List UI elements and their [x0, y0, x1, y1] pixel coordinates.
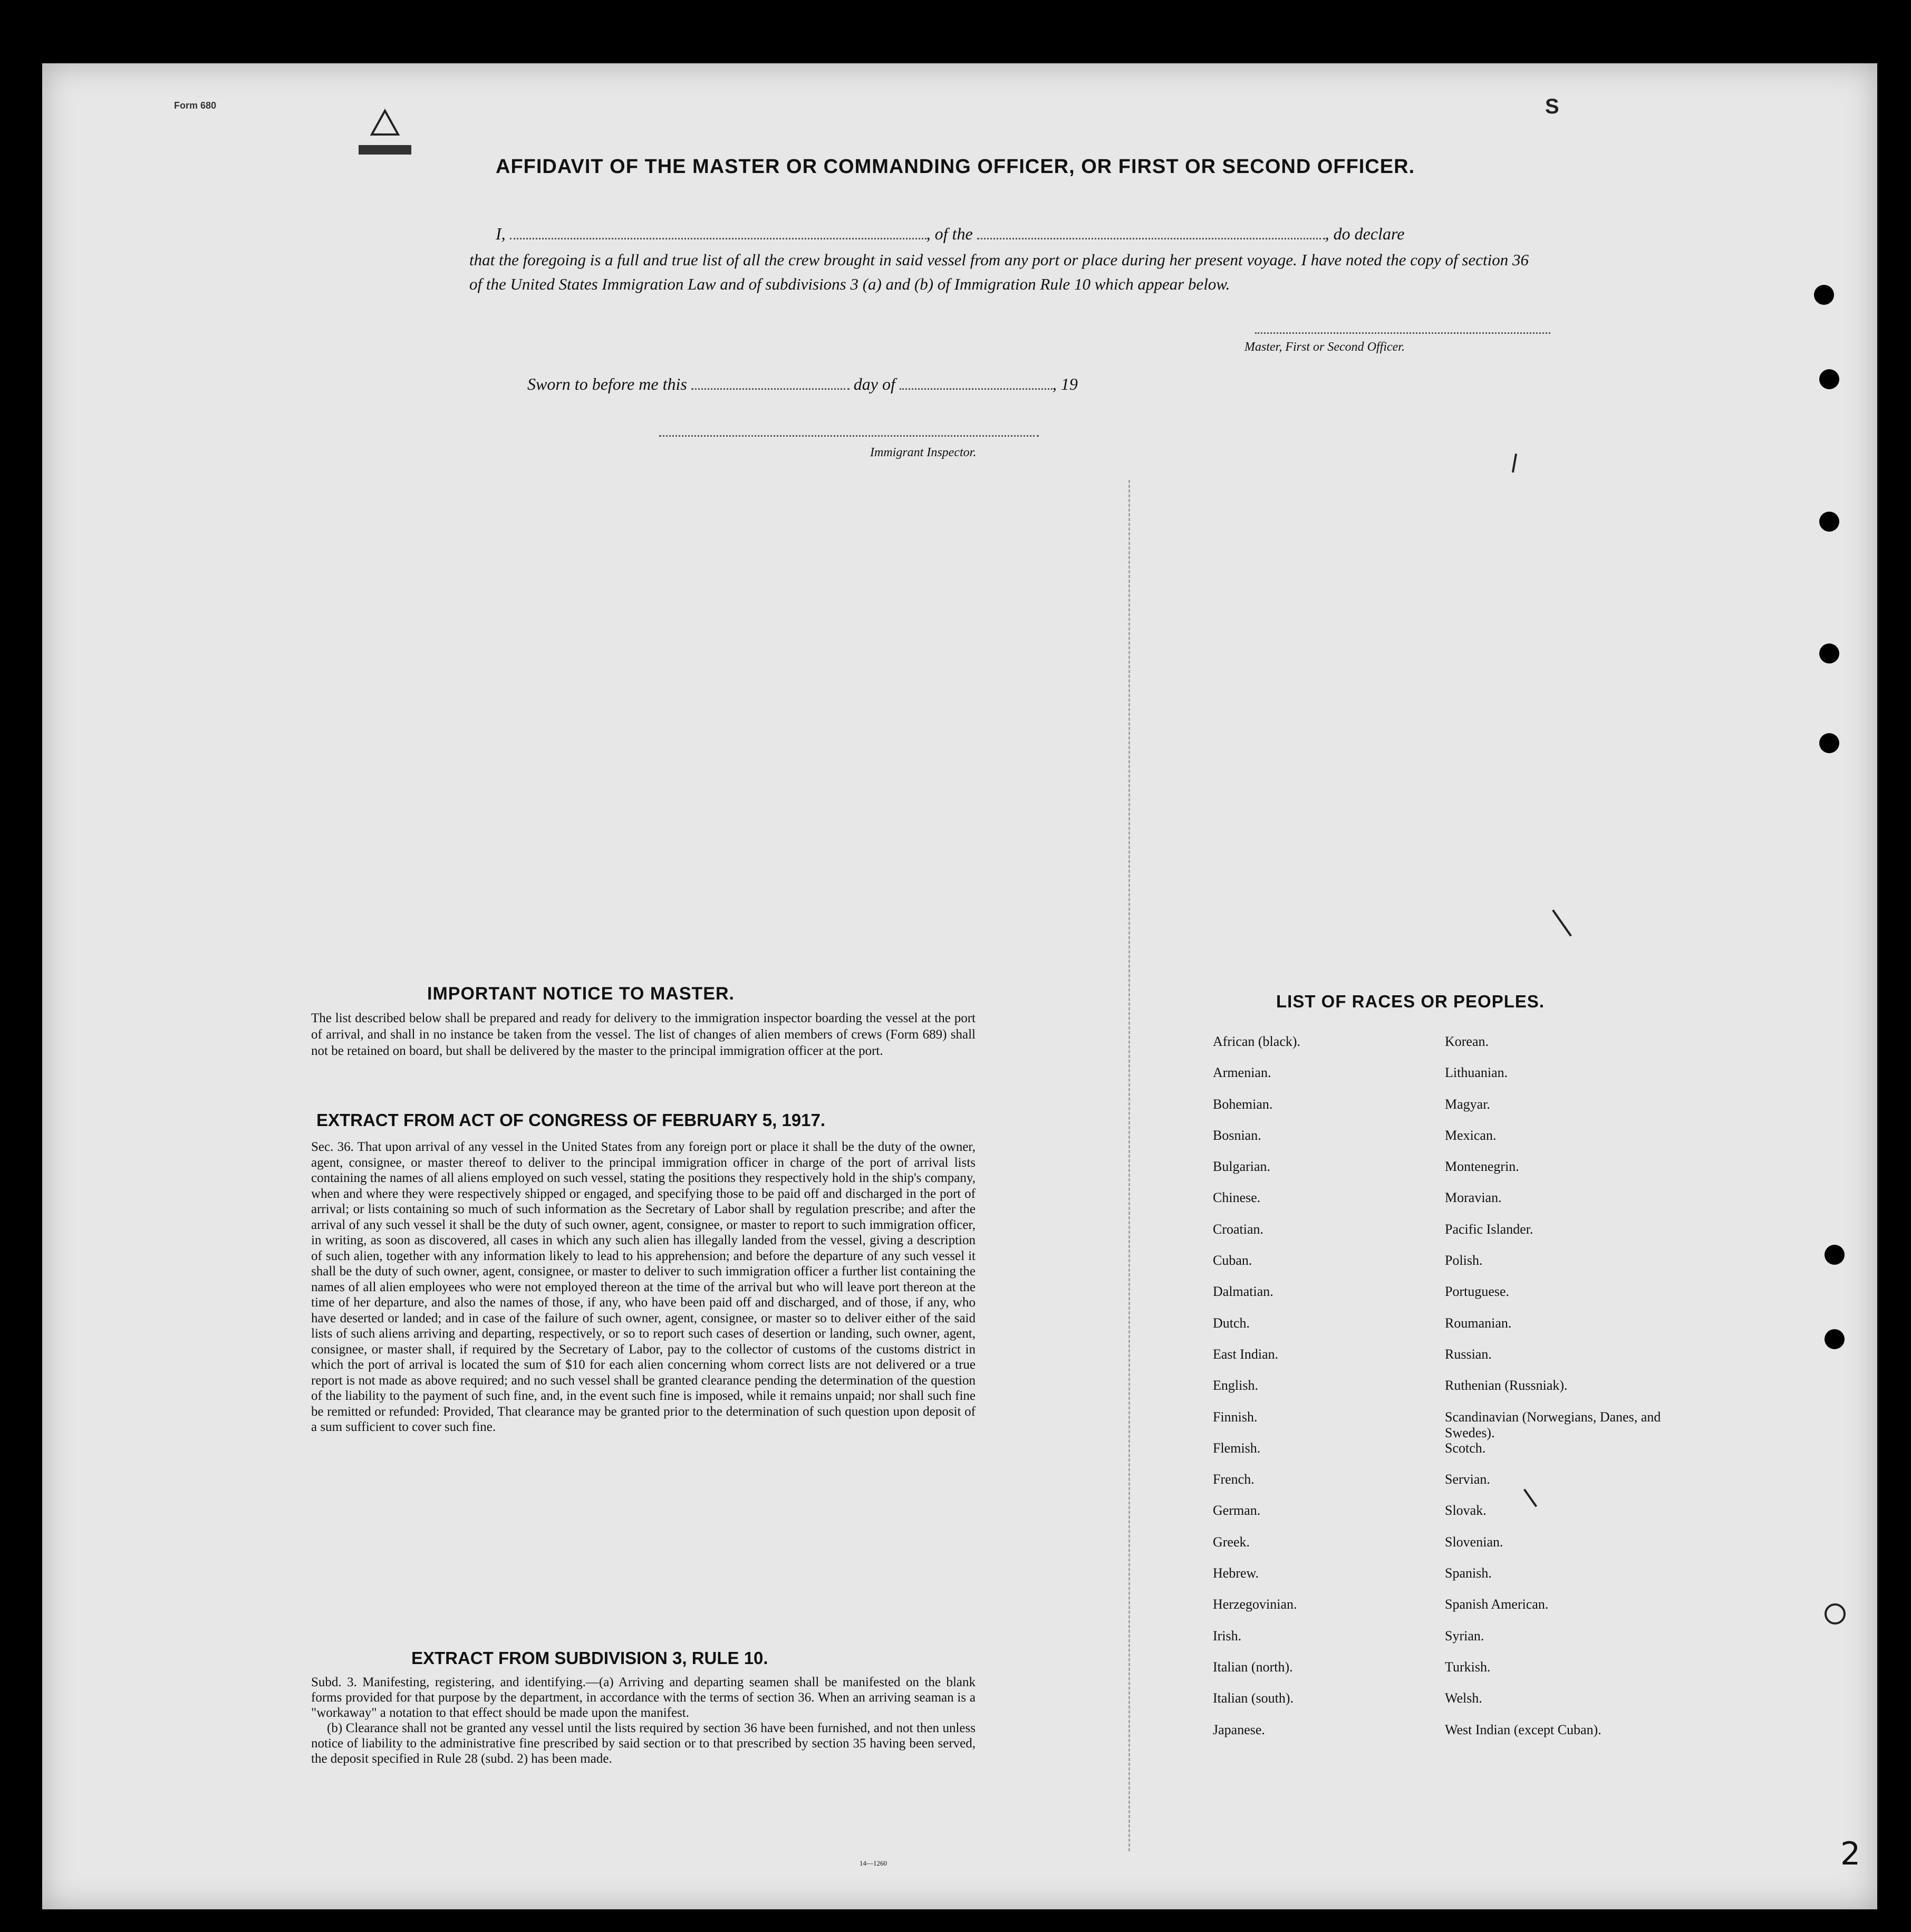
affidavit-declaration-line — [496, 224, 1561, 244]
punch-hole — [1814, 285, 1834, 305]
notice-title: IMPORTANT NOTICE TO MASTER. — [427, 984, 735, 1004]
sworn-day-of: day of — [853, 374, 895, 393]
corner-mark: 2 — [1840, 1835, 1861, 1872]
pen-mark — [1552, 909, 1572, 936]
race-item: Finnish. — [1213, 1409, 1258, 1425]
column-rule — [1128, 480, 1132, 1851]
act-extract-title: EXTRACT FROM ACT OF CONGRESS OF FEBRUARY 5, 1917. — [316, 1110, 826, 1130]
sworn-year: , 19 — [1052, 374, 1078, 393]
vessel-name-field[interactable] — [977, 238, 1325, 239]
race-item: Polish. — [1445, 1253, 1483, 1268]
race-item: Bohemian. — [1213, 1096, 1273, 1112]
race-item: Bulgarian. — [1213, 1159, 1271, 1175]
punch-hole — [1819, 369, 1839, 389]
race-item: Hebrew. — [1213, 1565, 1259, 1581]
signature-label: Master, First or Second Officer. — [1244, 340, 1405, 354]
race-item: Korean. — [1445, 1034, 1489, 1049]
race-item: English. — [1213, 1378, 1258, 1393]
race-item: German. — [1213, 1503, 1261, 1518]
race-item: Ruthenian (Russniak). — [1445, 1378, 1568, 1393]
race-item: Japanese. — [1213, 1722, 1265, 1737]
rule-extract-title: EXTRACT FROM SUBDIVISION 3, RULE 10. — [411, 1648, 768, 1668]
notice-text: The list described below shall be prepared and ready for delivery to the immigration inspector boarding the vessel at the port of arrival, and shall in no instance be taken from the vessel. The list of changes of alien members of crews (Form 689) shall not be retained on board, but shall be delivered by the master to the principal immigration officer at the port. — [311, 1011, 976, 1058]
inspector-signature-line[interactable] — [659, 435, 1039, 437]
race-item: Armenian. — [1213, 1065, 1271, 1081]
rule-extract-b: (b) Clearance shall not be granted any vessel until the lists required by section 36 have been furnished, and not then unless notice of liability to the administrative fine prescribed by said section or to that prescribed by section 35 having been served, the deposit specified in Rule 28 (subd. 2) has been made. — [311, 1721, 976, 1766]
race-item: Moravian. — [1445, 1190, 1502, 1206]
race-item: Scotch. — [1445, 1440, 1486, 1456]
race-item: Greek. — [1213, 1534, 1250, 1550]
race-item: Turkish. — [1445, 1659, 1491, 1675]
affidavit-title: AFFIDAVIT OF THE MASTER OR COMMANDING OFFICER, OR FIRST OR SECOND OFFICER. — [496, 156, 1415, 178]
race-item: Lithuanian. — [1445, 1065, 1508, 1081]
race-item: Bosnian. — [1213, 1127, 1261, 1143]
races-title: LIST OF RACES OR PEOPLES. — [1276, 992, 1545, 1011]
race-item: Croatian. — [1213, 1221, 1264, 1237]
race-item: African (black). — [1213, 1034, 1301, 1049]
race-item: Slovenian. — [1445, 1534, 1503, 1550]
race-item: East Indian. — [1213, 1346, 1279, 1362]
race-item: Pacific Islander. — [1445, 1221, 1533, 1237]
race-item: Cuban. — [1213, 1253, 1252, 1268]
signature-line[interactable] — [1255, 332, 1550, 334]
declarant-name-field[interactable] — [510, 238, 926, 239]
sworn-month-field[interactable] — [900, 388, 1053, 390]
race-item: Welsh. — [1445, 1690, 1482, 1706]
pen-mark — [1512, 454, 1517, 473]
seal-icon — [348, 105, 422, 164]
sworn-prefix: Sworn to before me this — [527, 374, 687, 393]
race-item: Syrian. — [1445, 1628, 1484, 1643]
race-item: Dutch. — [1213, 1315, 1250, 1331]
race-item: Irish. — [1213, 1628, 1242, 1643]
declarant-prefix: I, — [496, 224, 506, 243]
punch-hole — [1819, 643, 1839, 664]
affidavit-body: that the foregoing is a full and true list of all the crew brought in said vessel from any port or place during her present voyage. I have noted the copy of section 36 of the United States Immigration Law and of subdivisions 3 (a) and (b) of Immigration Rule 10 which appear below. — [469, 251, 1529, 293]
race-item: Portuguese. — [1445, 1284, 1510, 1300]
print-code: 14—1260 — [860, 1859, 887, 1867]
race-item: Servian. — [1445, 1472, 1490, 1487]
sworn-day-field[interactable] — [691, 388, 850, 390]
race-item: Magyar. — [1445, 1096, 1490, 1112]
inspector-label: Immigrant Inspector. — [870, 446, 977, 459]
rule-extract-a: Subd. 3. Manifesting, registering, and identifying.—(a) Arriving and departing seamen shall be manifested on the blank forms provided for that purpose by the department, in accordance with the terms of section 36. When an arriving seaman is a "workaway" a notation to that effect should be made upon the manifest. — [311, 1675, 976, 1720]
races-list-left — [1213, 1034, 1434, 1753]
race-item: Russian. — [1445, 1346, 1492, 1362]
race-item: Roumanian. — [1445, 1315, 1512, 1331]
punch-hole — [1825, 1245, 1845, 1265]
races-list-right — [1445, 1034, 1666, 1753]
race-item: Italian (north). — [1213, 1659, 1293, 1675]
race-item: Herzegovinian. — [1213, 1597, 1297, 1612]
vessel-prefix: , of the — [926, 224, 973, 243]
race-item: Chinese. — [1213, 1190, 1261, 1206]
page-mark: S — [1545, 95, 1559, 118]
race-item: Dalmatian. — [1213, 1284, 1273, 1300]
race-item: Spanish American. — [1445, 1597, 1549, 1612]
act-extract-text: Sec. 36. That upon arrival of any vessel in the United States from any foreign port or place it shall be the duty of the owner, agent, consignee, or master thereof to deliver to the principal immigration officer in charge of the port of arrival lists containing the names of all aliens employed on such vessel, stating the positions they respectively hold in the ship's company, when and where they were respectively shipped or engaged, and specifying those to be paid off and discharged in the port of arrival; or lists containing so much of such information as the Secretary of Labor shall by regulation prescribe; and after the arrival of any such vessel it shall be the duty of such owner, agent, consignee, or master to report to such immigration officer, in writing, as soon as discovered, all cases in which any such alien has illegally landed from the vessel, giving a description of such alien, together with any information likely to lead to his apprehension; and before the departure of any such vessel it shall be the duty of such owner, agent, consignee, or master to deliver to such immigration officer a further list containing the names of all alien employees who were not employed thereon at the time of the arrival but who will leave port thereon at the time of her departure, and also the names of those, if any, who have been paid off and discharged, and of those, if any, who have deserted or landed; and in case of the failure of such owner, agent, consignee, or master so to deliver either of the said lists of such aliens arriving and departing, respectively, or so to report such cases of desertion or landing, such owner, agent, consignee, or master shall, if required by the Secretary of Labor, pay to the collector of customs of the customs district in which the port of arrival is located the sum of $10 for each alien concerning whom correct lists are not delivered or a true report is not made as above required; and no such vessel shall be granted clearance pending the determination of the question of the liability to the payment of such fine, and, in the event such fine is imposed, while it remains unpaid; nor shall such fine be remitted or refunded: Provided, That clearance may be granted prior to the determination of such question upon deposit of a sum sufficient to cover such fine. — [311, 1140, 976, 1434]
race-item: Scandinavian (Norwegians, Danes, and Swedes). — [1445, 1409, 1661, 1440]
punch-hole — [1819, 733, 1839, 753]
punch-hole — [1819, 512, 1839, 532]
race-item: French. — [1213, 1472, 1254, 1487]
rule-extract-text — [311, 1675, 976, 1766]
race-item: Slovak. — [1445, 1503, 1487, 1518]
declare-suffix: , do declare — [1325, 224, 1405, 243]
document-sheet — [42, 63, 1877, 1909]
race-item: Spanish. — [1445, 1565, 1492, 1581]
race-item: Mexican. — [1445, 1127, 1497, 1143]
race-item: West Indian (except Cuban). — [1445, 1722, 1601, 1737]
race-item: Flemish. — [1213, 1440, 1261, 1456]
form-number: Form 680 — [174, 100, 217, 111]
race-item: Italian (south). — [1213, 1690, 1294, 1706]
punch-hole — [1825, 1329, 1845, 1349]
punch-hole-empty — [1825, 1603, 1846, 1625]
sworn-line — [527, 374, 1213, 394]
race-item: Montenegrin. — [1445, 1159, 1519, 1175]
